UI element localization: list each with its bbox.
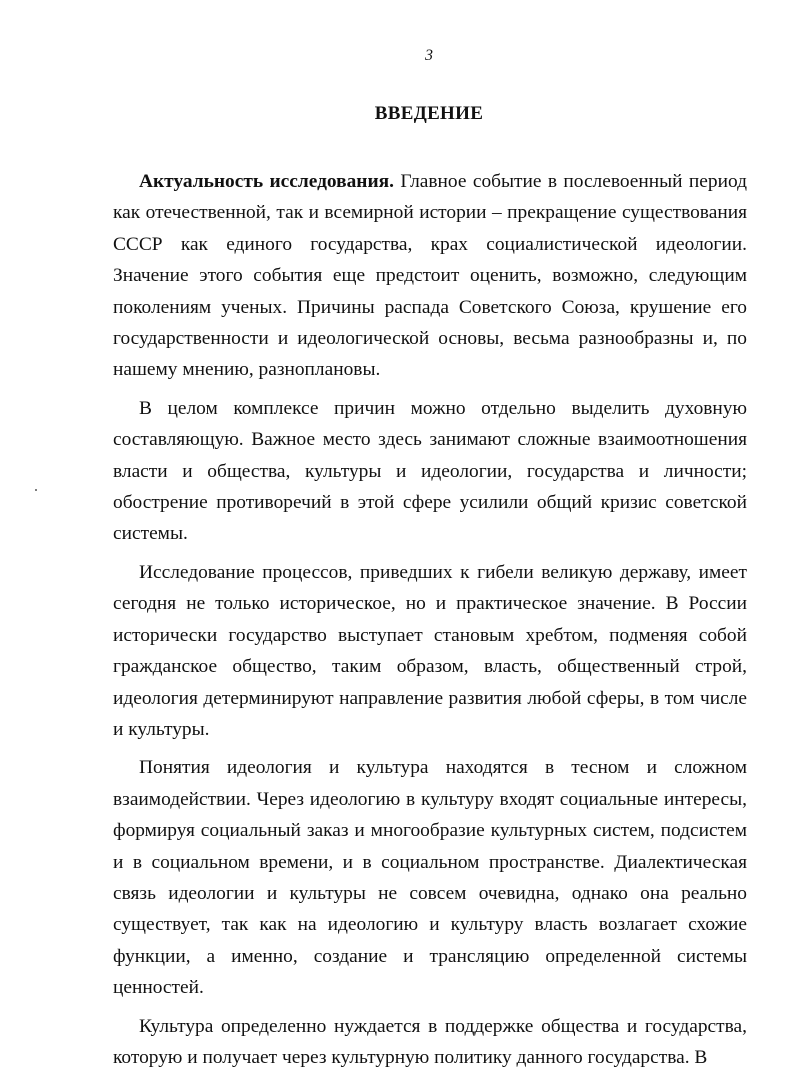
section-heading: ВВЕДЕНИЕ bbox=[374, 103, 484, 124]
paragraph-lead: Актуальность исследования. bbox=[139, 171, 394, 192]
paragraph-culture: Культура определенно нуждается в поддержке общества и государства, которую и получает через культурную политику данного государства. В bbox=[113, 1015, 747, 1068]
paragraph-relevance bbox=[113, 166, 747, 386]
paragraph-text: Главное событие в послевоенный период как отечественной, так и всемирной истории – прекращение существования СССР как единого государства, крах социалистической идеологии. Значение этого события еще предстоит оценить, возможно, следующим поколениям ученых. Причины распада Советского Союза, крушение его государственности и идеологической основы, весьма разнообразны и, по нашему мнению, разноплановы. bbox=[113, 171, 747, 381]
page-number: 3 bbox=[425, 47, 433, 64]
paragraph-causes: В целом комплексе причин можно отдельно выделить духовную составляющую. Важное место здесь занимают сложные взаимоотношения власти и общества, культуры и идеологии, государства и личности; обострение противоречий в этой сфере усилили общий кризис советской системы. bbox=[113, 397, 747, 545]
body-text bbox=[113, 166, 747, 1073]
paragraph-concepts: Понятия идеология и культура находятся в тесном и сложном взаимодействии. Через идеологию в культуру входят социальные интересы, формируя социальный заказ и многообразие культурных систем, подсистем и в социальном времени, и в социальном пространстве. Диалектическая связь идеологии и культуры не совсем очевидна, однако она реально существует, так как на идеологию и культуру власть возлагает схожие функции, а именно, создание и трансляцию определенной системы ценностей. bbox=[113, 757, 747, 999]
paragraph-research: Исследование процессов, приведших к гибели великую державу, имеет сегодня не только историческое, но и практическое значение. В России исторически государство выступает становым хребтом, подменяя собой гражданское общество, таким образом, власть, общественный строй, идеология детерминируют направление развития любой сферы, в том числе и культуры. bbox=[113, 561, 747, 740]
stray-mark bbox=[35, 489, 37, 491]
